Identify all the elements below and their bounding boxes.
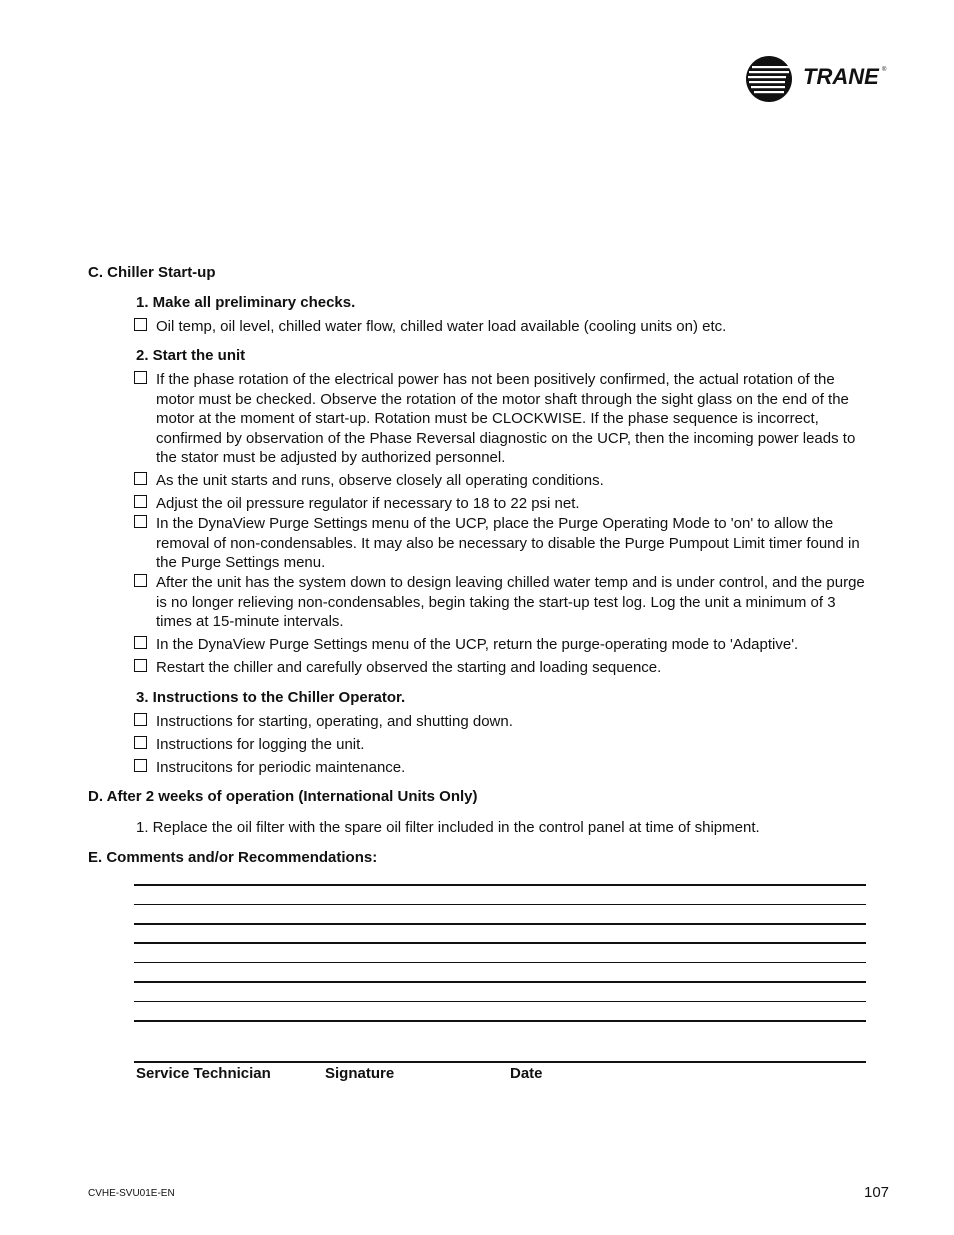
comment-line[interactable] [134, 923, 866, 925]
checklist-item: Adjust the oil pressure regulator if necessary to 18 to 22 psi net. [134, 494, 874, 514]
checklist-item: In the DynaView Purge Settings menu of the UCP, return the purge-operating mode to 'Adaptive'. [134, 635, 874, 655]
checklist-item: After the unit has the system down to design leaving chilled water temp and is under control, and the purge is no longer relieving non-condensables, begin taking the start-up test log. Log the unit a minimum of 3 times at 15-minute intervals. [134, 573, 874, 632]
section-d-text: 1. Replace the oil filter with the spare oil filter included in the control panel at time of shipment. [136, 819, 760, 836]
logo-registered-mark: ® [882, 67, 887, 73]
checkbox[interactable] [134, 495, 147, 508]
comment-line[interactable] [134, 1001, 866, 1002]
checkbox[interactable] [134, 736, 147, 749]
comment-line[interactable] [134, 904, 866, 905]
trane-logo [746, 54, 896, 104]
checkbox[interactable] [134, 574, 147, 587]
checkbox[interactable] [134, 371, 147, 384]
section-c-title: C. Chiller Start-up [88, 264, 216, 281]
checkbox[interactable] [134, 636, 147, 649]
comment-line[interactable] [134, 942, 866, 944]
section-d-title: D. After 2 weeks of operation (International Units Only) [88, 788, 478, 805]
checklist-item: Instrucitons for periodic maintenance. [134, 758, 874, 778]
signature-line[interactable] [134, 1061, 866, 1063]
checklist-item: In the DynaView Purge Settings menu of the UCP, place the Purge Operating Mode to 'on' to allow the removal of non-condensables. It may also be necessary to disable the Purge Pumpout Limit timer found in the Purge Settings menu. [134, 514, 874, 573]
logo-wordmark: TRANE [803, 64, 879, 89]
step3-title: 3. Instructions to the Chiller Operator. [136, 689, 406, 706]
checkbox[interactable] [134, 759, 147, 772]
comment-line[interactable] [134, 884, 866, 886]
checklist-item: Instructions for starting, operating, and shutting down. [134, 712, 874, 732]
page-number: 107 [864, 1184, 890, 1201]
checkbox[interactable] [134, 713, 147, 726]
document-id: CVHE-SVU01E-EN [88, 1188, 175, 1199]
comment-line[interactable] [134, 1020, 866, 1022]
checklist-item: Restart the chiller and carefully observed the starting and loading sequence. [134, 658, 874, 678]
checkbox[interactable] [134, 659, 147, 672]
step1-title: 1. Make all preliminary checks. [136, 294, 356, 311]
checklist-item: Oil temp, oil level, chilled water flow, chilled water load available (cooling units on) etc. [134, 317, 874, 337]
comment-line[interactable] [134, 981, 866, 983]
signature-label: Signature [325, 1065, 395, 1082]
checklist-item: As the unit starts and runs, observe closely all operating conditions. [134, 471, 874, 491]
service-technician-label: Service Technician [136, 1065, 271, 1082]
step2-title: 2. Start the unit [136, 347, 246, 364]
section-e-title: E. Comments and/or Recommendations: [88, 849, 378, 866]
comment-line[interactable] [134, 962, 866, 963]
checkbox[interactable] [134, 472, 147, 485]
date-label: Date [510, 1065, 543, 1082]
checklist-item: Instructions for logging the unit. [134, 735, 874, 755]
checkbox[interactable] [134, 515, 147, 528]
checklist-item: If the phase rotation of the electrical power has not been positively confirmed, the actual rotation of the motor must be checked. Observe the rotation of the motor shaft through the sight glass on the end of the motor at the moment of start-up. Rotation must be CLOCKWISE. If the phase sequence is incorrect, confirmed by observation of the Phase Reversal diagnostic on the UCP, then the incoming power leads to the stator must be adjusted by authorized personnel. [134, 370, 874, 468]
trane-emblem-icon [746, 54, 796, 104]
checkbox[interactable] [134, 318, 147, 331]
